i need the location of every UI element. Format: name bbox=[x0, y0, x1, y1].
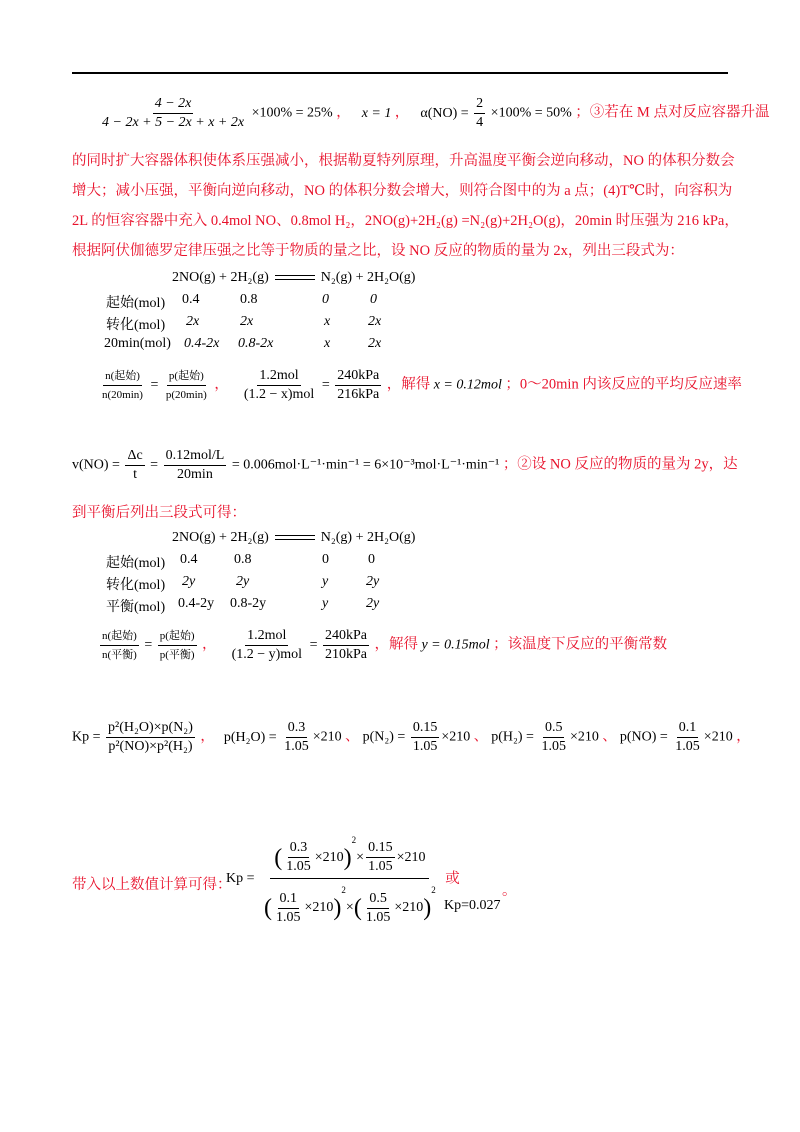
kpa-ratio: $\frac{\text{240kPa}}{\text{210kPa}}$ bbox=[324, 628, 367, 662]
kp-big-numerator: ( $\frac{0.3}{1.05}$ ×210)$^2$× $\frac{0.15}{1.05}$ ×210 bbox=[270, 832, 429, 879]
final-kp-formula: Kp = ( $\frac{0.3}{1.05}$ ×210)$^2$× $\frac{0.15}{1.05}$ ×210 ( $\frac{0.1}{1.05}$ ×210)$^2$×( $\frac{0.5}{1.05}$ ×210)$^2$ 或 bbox=[226, 832, 460, 926]
red-text: ；③若在 M 点对反应容器升温 bbox=[575, 104, 770, 121]
p-ratio: $\frac{\text{p(起始)}}{\text{p(平衡)}}$ bbox=[159, 630, 195, 661]
final-prefix: 带入以上数值计算可得： bbox=[72, 877, 232, 893]
kp-big-fraction bbox=[260, 832, 440, 926]
kp-big-denominator: ( $\frac{0.1}{1.05}$ ×210)$^2$×( $\frac{0.5}{1.05}$ ×210)$^2$ bbox=[264, 885, 436, 925]
paragraph-1-line-2: 增大；减小压强，平衡向逆向移动，NO 的体积分数会增大，则符合图中的为 a 点；(4)T℃时，向容积为 bbox=[72, 183, 733, 199]
alpha-result: ×100% = 50% bbox=[490, 105, 572, 121]
x-value: x = 1 bbox=[361, 105, 392, 121]
kp-expression-line: Kp = $\frac{\text{p²(H₂O)×p(N₂)}}{\text{p²(NO)×p²(H₂)}}$ ， p(H₂O) = $\frac{0.3}{1.05}$ ×210 、 p(N₂) = $\frac{0.15}{1.05}$ ×210 、 p(H₂) = $\frac{0.5}{1.05}$ ×210 、 p(NO) = $\frac{0.1}{1.05}$ ×210 ， bbox=[72, 720, 751, 754]
paragraph-1-line-3: 2L 的恒容容器中充入 0.4mol NO、0.8mol H₂，2NO(g)+2H₂(g) =N₂(g)+2H₂O(g)，20min 时压强为 216 kPa， bbox=[72, 213, 739, 229]
separator: ， bbox=[394, 105, 409, 121]
paragraph-2: 到平衡后列出三段式可得： bbox=[72, 505, 246, 521]
fraction-denominator: 4 bbox=[476, 115, 484, 130]
fraction-denominator: 4 − 2x + 5 − 2x + x + 2x bbox=[102, 115, 245, 130]
rate-line: v(NO) = $\frac{\Delta c}{t}$ = $\frac{\text{0.12mol/L}}{20\min}$ = 0.006mol·L⁻¹·min⁻¹ = 6×10⁻³mol·L⁻¹·min⁻¹ ；②设 NO 反应的物质的量为 2y，达 bbox=[72, 448, 738, 482]
reaction-equation: 2NO(g) + 2H₂(g) N₂(g) + 2H₂O(g) bbox=[172, 270, 416, 285]
kp-value: Kp=0.027 bbox=[444, 898, 501, 913]
n-ratio: $\frac{\text{n(起始)}}{\text{n(平衡)}}$ bbox=[102, 630, 137, 661]
ratio-line-1: $\frac{\text{n(起始)}}{n(20\min)}$ = $\frac{\text{p(起始)}}{p(20\min)}$ ， $\frac{\text{1.2mol}}{\text{(1.2 − x)mol}}$ = $\frac{\text{240kPa}}{\text{216kPa}}$ ，解得 x = 0.12mol ；0～20min 内该反应的平均反应速率 bbox=[102, 368, 742, 402]
pno-fraction: $\frac{0.1}{1.05}$ bbox=[675, 720, 700, 754]
final-period: 。 bbox=[502, 883, 517, 899]
paragraph-1-line-1: 的同时扩大容器体积使体系压强减小，根据勒夏特列原理，升高温度平衡会逆向移动，NO 的体积分数会 bbox=[72, 153, 735, 169]
ratio-line-2: $\frac{\text{n(起始)}}{\text{n(平衡)}}$ = $\frac{\text{p(起始)}}{\text{p(平衡)}}$ ， $\frac{\text{1.2mol}}{\text{(1.2 − y)mol}}$ = $\frac{\text{240kPa}}{\text{210kPa}}$ ，解得 y = 0.15mol ；该温度下反应的平衡常数 bbox=[102, 628, 668, 662]
rate-fraction: $\frac{\text{0.12mol/L}}{20\min}$ bbox=[165, 448, 225, 482]
alpha-label: α(NO) = bbox=[420, 105, 469, 121]
ph2o-fraction: $\frac{0.3}{1.05}$ bbox=[284, 720, 309, 754]
header-rule bbox=[72, 72, 728, 74]
p-ratio: $\frac{\text{p(起始)}}{p(20\min)}$ bbox=[165, 370, 207, 401]
paragraph-1-line-4: 根据阿伏伽德罗定律压强之比等于物质的量之比，设 NO 反应的物质的量为 2x，列出三段式为： bbox=[72, 243, 684, 259]
equilibrium-arrow bbox=[275, 274, 315, 282]
percent-expression: ×100% = 25% bbox=[251, 105, 333, 121]
fraction-no-volume bbox=[100, 96, 246, 131]
n-ratio: $\frac{\text{n(起始)}}{n(20\min)}$ bbox=[102, 370, 143, 401]
dc-dt-fraction: $\frac{\Delta c}{t}$ bbox=[127, 448, 143, 482]
fraction-numerator: 4 − 2x bbox=[153, 96, 194, 114]
mol-ratio: $\frac{\text{1.2mol}}{\text{(1.2 − x)mol}}$ bbox=[243, 368, 315, 402]
three-stage-table-2: 2NO(g) + 2H₂(g) N₂(g) + 2H₂O(g) 起始(mol) 0.4 0.8 0 0 转化(mol) 2y 2y y 2y 平衡(mol) 0.4-2y 0.8-2y y 2y bbox=[106, 530, 416, 615]
mol-ratio: $\frac{\text{1.2mol}}{\text{(1.2 − y)mol}}$ bbox=[231, 628, 303, 662]
fraction-numerator: 2 bbox=[474, 96, 485, 114]
pn2-fraction: $\frac{0.15}{1.05}$ bbox=[412, 720, 438, 754]
y-solution: y = 0.15mol bbox=[421, 637, 490, 653]
kpa-ratio: $\frac{\text{240kPa}}{\text{216kPa}}$ bbox=[337, 368, 380, 402]
line-1 bbox=[98, 96, 769, 131]
kp-fraction: $\frac{\text{p²(H₂O)×p(N₂)}}{\text{p²(NO)×p²(H₂)}}$ bbox=[108, 720, 193, 754]
alpha-fraction bbox=[474, 96, 485, 131]
separator: ， bbox=[336, 105, 351, 121]
reaction-equation: 2NO(g) + 2H₂(g) N₂(g) + 2H₂O(g) bbox=[172, 530, 416, 545]
x-solution: x = 0.12mol bbox=[433, 377, 502, 393]
ph2-fraction: $\frac{0.5}{1.05}$ bbox=[541, 720, 566, 754]
three-stage-table-1: 2NO(g) + 2H₂(g) N₂(g) + 2H₂O(g) 起始(mol) 0.4 0.8 0 0 转化(mol) 2x 2x x 2x 20min(mol) 0.4-2x 0.8-2x x 2x bbox=[104, 270, 416, 351]
equilibrium-arrow bbox=[275, 534, 315, 542]
